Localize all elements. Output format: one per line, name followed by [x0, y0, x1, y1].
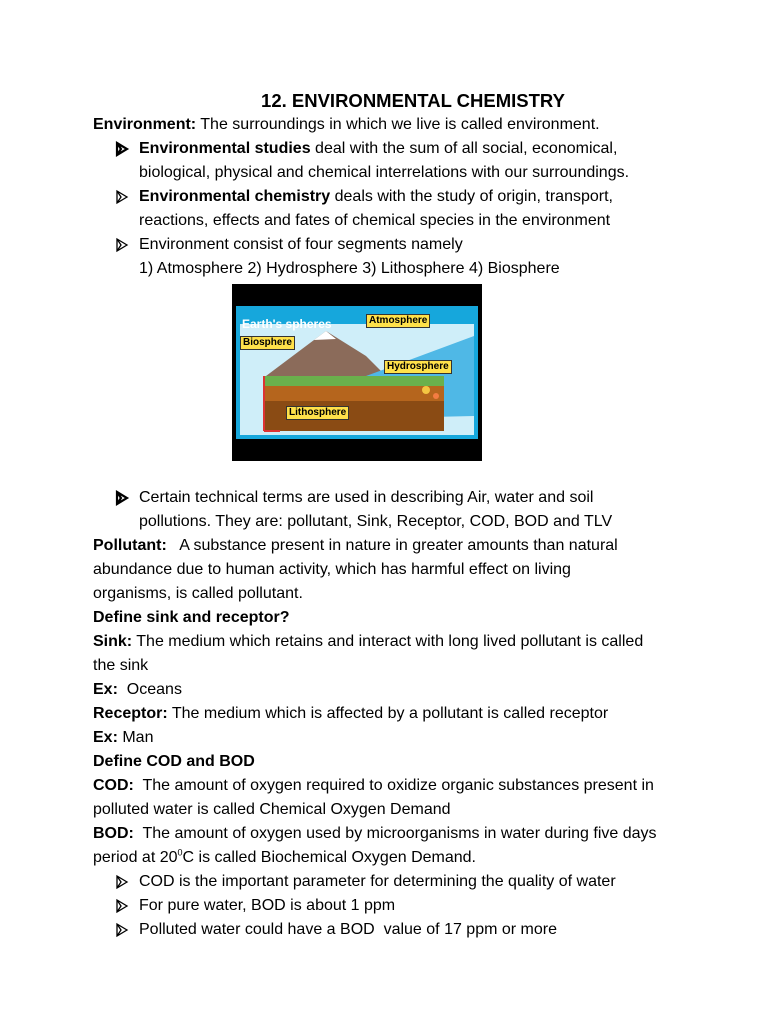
bod-text-part: period at 20 [93, 849, 178, 866]
example-value: Man [117, 729, 154, 746]
bullet-item [93, 486, 693, 510]
bod-definition [93, 822, 693, 846]
question-heading: Define sink and receptor? [93, 609, 290, 626]
cod-text-line: polluted water is called Chemical Oxygen Demand [93, 801, 451, 818]
pollutant-text-line: organisms, is called pollutant. [93, 585, 303, 602]
receptor-term: Receptor: [93, 705, 168, 722]
segments-list: 1) Atmosphere 2) Hydrosphere 3) Lithosphere 4) Biosphere [139, 260, 560, 277]
hydrosphere-label: Hydrosphere [384, 360, 452, 374]
bullet-text: Polluted water could have a BOD value of 17 ppm or more [139, 921, 557, 938]
bullet-text: deal with the sum of all social, economical, [310, 140, 618, 157]
bullet-item [93, 233, 693, 257]
example-term: Ex: [93, 729, 118, 746]
receptor-text: The medium which is affected by a pollutant is called receptor [167, 705, 609, 722]
pollutant-term: Pollutant: [93, 537, 167, 554]
example-line [93, 678, 693, 702]
sink-text-line: the sink [93, 657, 149, 674]
arrow-bullet-icon [115, 918, 131, 942]
environment-term: Environment: [93, 116, 197, 133]
receptor-definition [93, 702, 693, 726]
degree-superscript: 0 [177, 847, 183, 858]
pollutant-text-line: abundance due to human activity, which has harmful effect on living [93, 561, 571, 578]
cod-definition [93, 774, 693, 798]
arrow-bullet-icon [115, 233, 131, 257]
sink-term: Sink: [93, 633, 133, 650]
cod-text: The amount of oxygen required to oxidize organic substances present in [133, 777, 654, 794]
bod-text-part: C is called Biochemical Oxygen Demand. [182, 849, 476, 866]
environment-def: The surroundings in which we live is called environment. [196, 116, 600, 133]
bullet-bold: Environmental chemistry [139, 188, 331, 205]
bullet-text: Certain technical terms are used in describing Air, water and soil [139, 489, 594, 506]
figure-panel [236, 306, 478, 439]
arrow-bullet-icon [115, 894, 131, 918]
atmosphere-label: Atmosphere [366, 314, 430, 328]
bullet-text: COD is the important parameter for determining the quality of water [139, 873, 616, 890]
bullet-continuation: pollutions. They are: pollutant, Sink, Receptor, COD, BOD and TLV [139, 513, 613, 530]
question-heading: Define COD and BOD [93, 753, 255, 770]
bullet-continuation: reactions, effects and fates of chemical species in the environment [139, 212, 611, 229]
sink-definition [93, 630, 693, 654]
arrow-bullet-icon [115, 137, 131, 161]
page-title: 12. ENVIRONMENTAL CHEMISTRY [261, 90, 565, 111]
environment-definition [93, 113, 693, 137]
biosphere-label: Biosphere [240, 336, 295, 350]
figure-title: Earth's spheres [242, 317, 332, 331]
bullet-item [93, 894, 693, 918]
lithosphere-label: Lithosphere [286, 406, 349, 420]
pollutant-text: A substance present in nature in greater amounts than natural [166, 537, 618, 554]
bullet-item [93, 870, 693, 894]
bullet-item [93, 918, 693, 942]
arrow-bullet-icon [115, 185, 131, 209]
example-line [93, 726, 693, 750]
cod-term: COD: [93, 777, 134, 794]
bullet-text: For pure water, BOD is about 1 ppm [139, 897, 396, 914]
document-page [93, 89, 693, 942]
example-value: Oceans [117, 681, 182, 698]
pollutant-definition [93, 534, 693, 558]
bullet-text: Environment consist of four segments namely [139, 236, 463, 253]
arrow-bullet-icon [115, 486, 131, 510]
bod-text-line [93, 846, 693, 870]
bullet-item [93, 137, 693, 161]
example-term: Ex: [93, 681, 118, 698]
bod-text: The amount of oxygen used by microorganisms in water during five days [133, 825, 657, 842]
bullet-text: deals with the study of origin, transport, [330, 188, 613, 205]
bod-term: BOD: [93, 825, 134, 842]
bullet-bold: Environmental studies [139, 140, 311, 157]
sink-text: The medium which retains and interact with long lived pollutant is called [132, 633, 644, 650]
bullet-item [93, 185, 693, 209]
bullet-continuation: biological, physical and chemical interrelations with our surroundings. [139, 164, 630, 181]
earth-spheres-figure [232, 284, 482, 461]
arrow-bullet-icon [115, 870, 131, 894]
